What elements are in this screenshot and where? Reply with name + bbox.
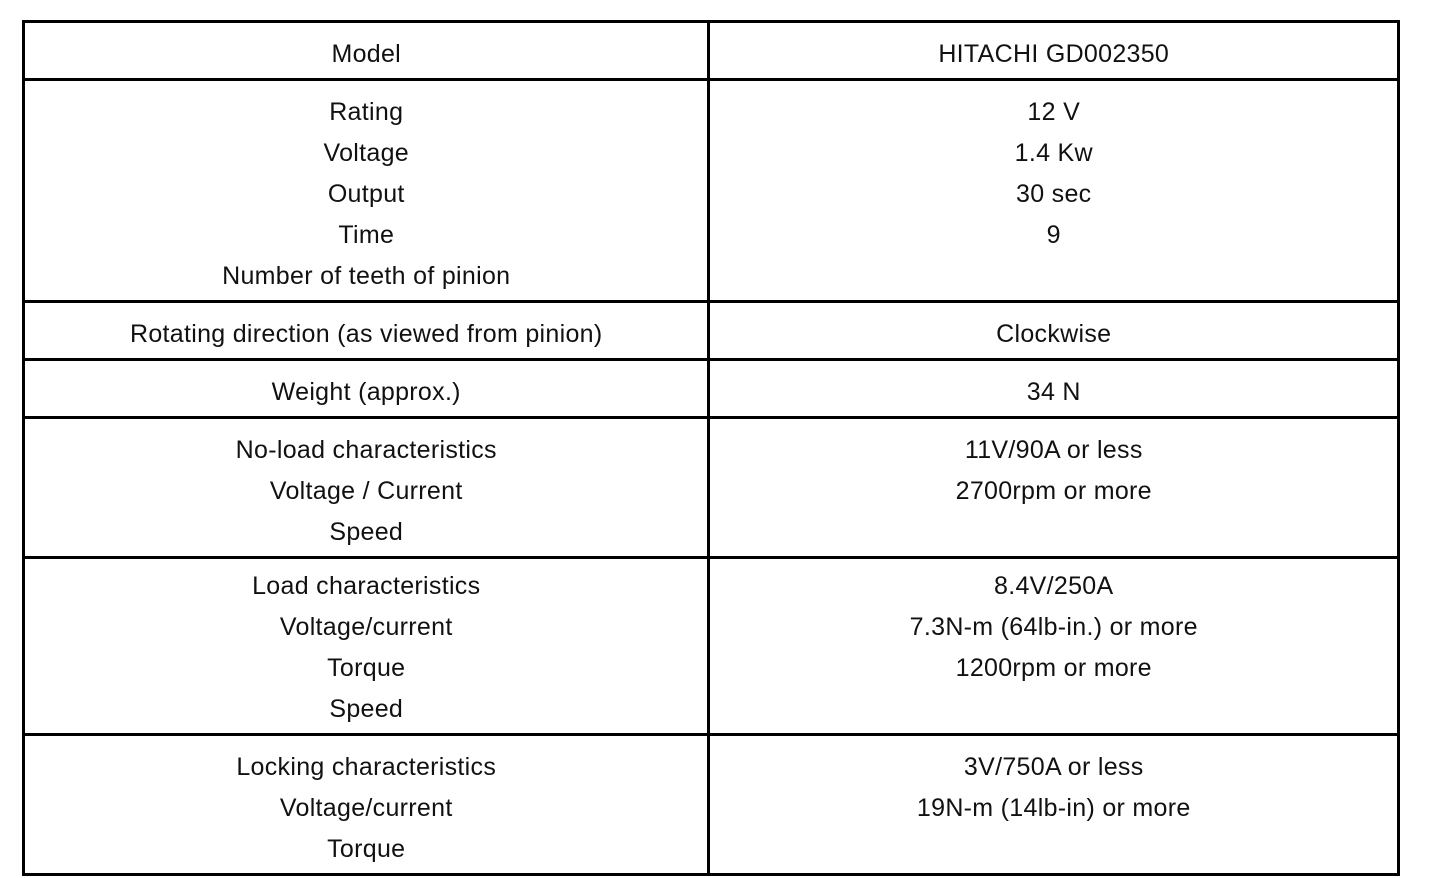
value-line: 1.4 Kw: [1014, 139, 1093, 167]
value-cell: [709, 80, 1399, 302]
label-line: Voltage: [323, 139, 409, 167]
value-cell: [709, 360, 1399, 418]
value-line: 30 sec: [1016, 180, 1092, 208]
label-line: Voltage/current: [279, 794, 453, 822]
label-line: Speed: [329, 695, 404, 723]
table-row-weight: [24, 360, 1399, 418]
label-cell: [24, 80, 709, 302]
label-line: Output: [327, 180, 405, 208]
label-line: Speed: [329, 518, 404, 546]
label-line: Number of teeth of pinion: [222, 262, 511, 290]
label-cell: [24, 418, 709, 558]
label-line: Weight (approx.): [271, 378, 461, 406]
value-line: 2700rpm or more: [955, 477, 1152, 505]
label-line: Rotating direction (as viewed from pinion): [129, 320, 603, 348]
label-cell: [24, 302, 709, 360]
label-line: Voltage / Current: [269, 477, 463, 505]
value-line: 19N-m (14lb-in) or more: [916, 794, 1191, 822]
table-row-locking: [24, 735, 1399, 875]
value-line: 8.4V/250A: [994, 572, 1114, 600]
table-row-no-load: [24, 418, 1399, 558]
value-line: Clockwise: [996, 320, 1112, 348]
value-line: 34 N: [1026, 378, 1081, 406]
label-line: Time: [338, 221, 395, 249]
table-row-rotating-direction: [24, 302, 1399, 360]
value-line: 7.3N-m (64lb-in.) or more: [909, 613, 1198, 641]
label-cell: [24, 735, 709, 875]
value-cell: [709, 418, 1399, 558]
value-cell: [709, 22, 1399, 80]
value-line: 11V/90A or less: [964, 436, 1143, 464]
table-row-model: [24, 22, 1399, 80]
value-line: 3V/750A or less: [963, 753, 1144, 781]
table-row-load: [24, 558, 1399, 735]
label-line: Rating: [329, 98, 404, 126]
label-line: Torque: [327, 654, 406, 682]
label-line: Load characteristics: [252, 572, 481, 600]
label-cell: [24, 360, 709, 418]
label-line: Voltage/current: [279, 613, 453, 641]
value-line: 1200rpm or more: [955, 654, 1152, 682]
value-cell: [709, 302, 1399, 360]
value-line: HITACHI GD002350: [938, 40, 1170, 68]
value-line: 12 V: [1027, 98, 1081, 126]
label-cell: [24, 22, 709, 80]
label-line: Model: [331, 40, 402, 68]
value-cell: [709, 735, 1399, 875]
table-row-rating: [24, 80, 1399, 302]
value-cell: [709, 558, 1399, 735]
label-cell: [24, 558, 709, 735]
label-line: No-load characteristics: [235, 436, 497, 464]
label-line: Locking characteristics: [236, 753, 497, 781]
starter-spec-table: [22, 20, 1400, 876]
value-line: 9: [1046, 221, 1061, 249]
label-line: Torque: [327, 835, 406, 863]
